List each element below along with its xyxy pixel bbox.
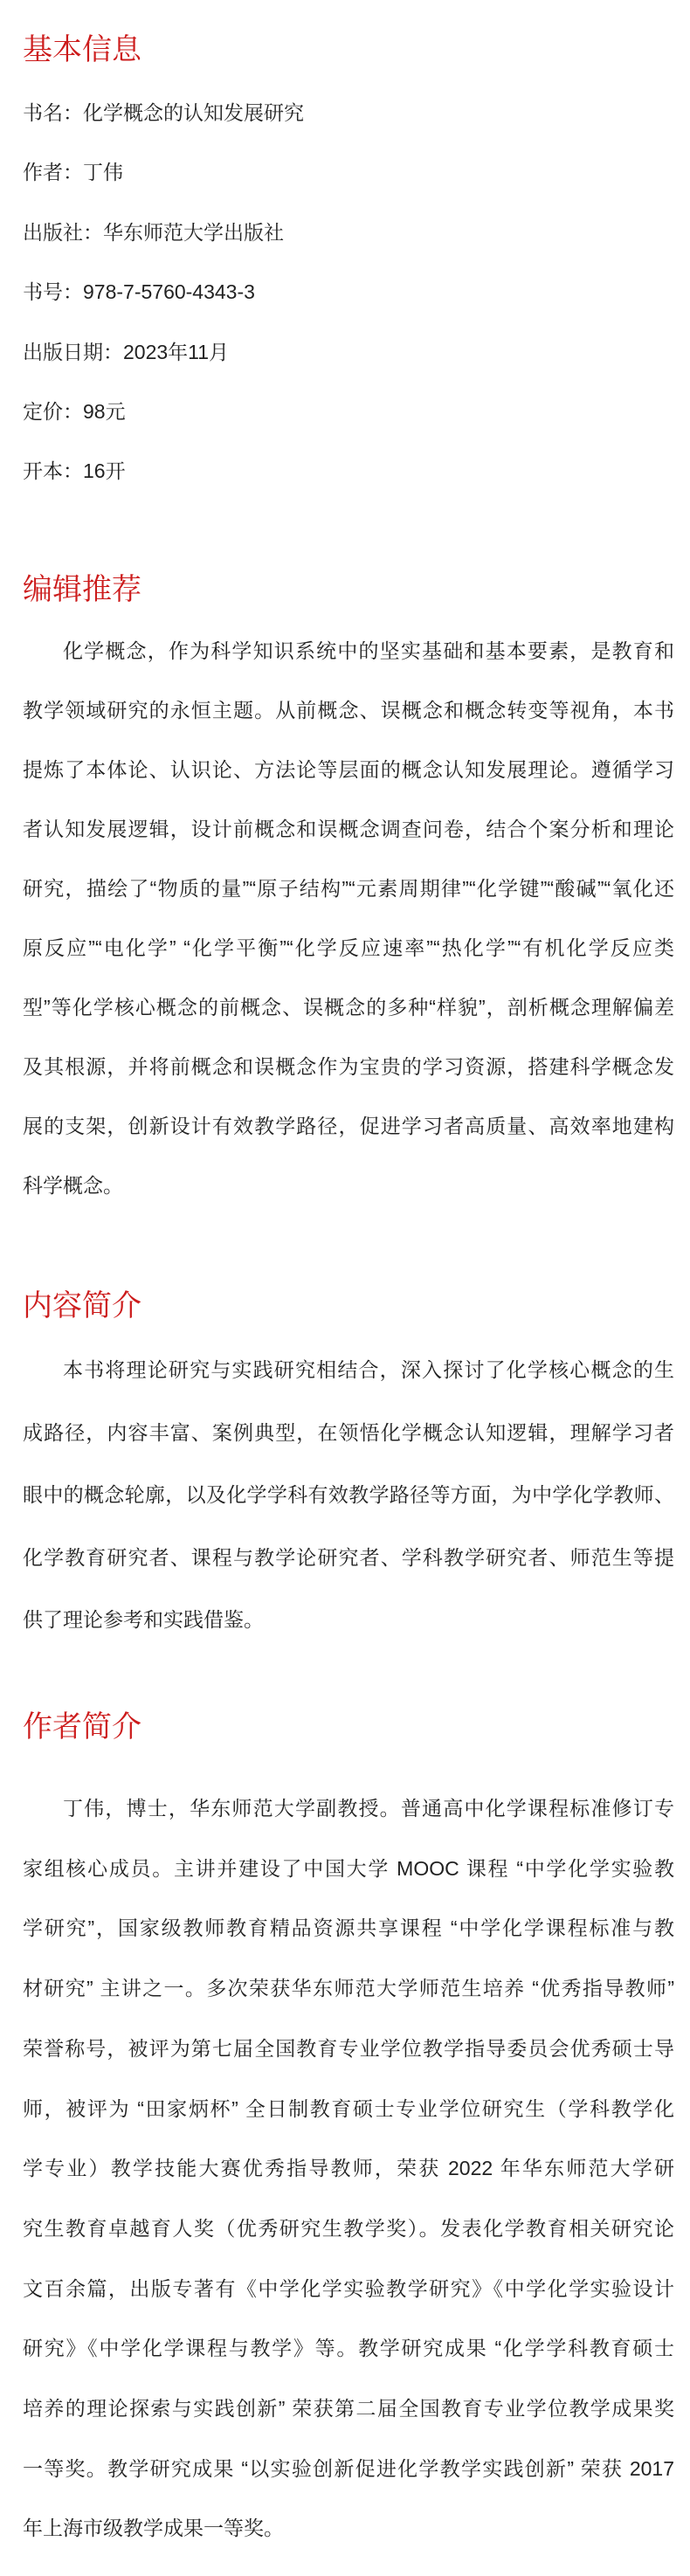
info-title [23, 83, 674, 142]
basic-info-heading: 基本信息 [23, 33, 141, 66]
info-publish-date [23, 322, 674, 382]
info-label: 作者： [23, 161, 83, 184]
paragraph-line: 教学领域研究的永恒主题。从前概念、误概念和概念转变等视角，本书 [23, 699, 674, 722]
info-isbn [23, 262, 674, 321]
paragraph-line: 及其根源，并将前概念和误概念作为宝贵的学习资源，搭建科学概念发 [23, 1055, 674, 1078]
paragraph-line: 材研究” 主讲之一。多次荣获华东师范大学师范生培养 “优秀指导教师” [23, 1977, 674, 2000]
info-value: 丁伟 [83, 161, 123, 184]
paragraph-line: 原反应”“电化学” “化学平衡”“化学反应速率”“热化学”“有机化学反应类 [23, 936, 674, 959]
content-summary-paragraph [23, 1339, 674, 1652]
author-bio-paragraph [23, 1778, 674, 2559]
paragraph-line: 培养的理论探索与实践创新” 荣获第二届全国教育专业学位教学成果奖 [23, 2397, 674, 2421]
paragraph-line: 者认知发展逻辑，设计前概念和误概念调查问卷，结合个案分析和理论 [23, 818, 674, 840]
paragraph-line: 师，被评为 “田家炳杯” 全日制教育硕士专业学位研究生（学科教学化 [23, 2096, 674, 2120]
info-value: 2023年11月 [123, 340, 230, 363]
paragraph-line: 年上海市级教学成果一等奖。 [23, 2517, 284, 2540]
info-value: 化学概念的认知发展研究 [83, 101, 304, 124]
paragraph-line: 供了理论参考和实践借鉴。 [23, 1608, 264, 1631]
basic-info-list [23, 83, 674, 501]
info-label: 出版日期： [23, 340, 123, 363]
paragraph-line: 化学教育研究者、课程与教学论研究者、学科教学研究者、师范生等提 [23, 1545, 674, 1569]
info-label: 开本： [23, 459, 83, 483]
content-summary-heading: 内容简介 [23, 1289, 141, 1323]
info-label: 书号： [23, 280, 83, 304]
paragraph-line: 眼中的概念轮廓，以及化学学科有效教学路径等方面，为中学化学教师、 [23, 1483, 674, 1506]
info-format [23, 441, 674, 501]
paragraph-line: 提炼了本体论、认识论、方法论等层面的概念认知发展理论。遵循学习 [23, 758, 674, 781]
info-value: 98元 [83, 400, 126, 424]
paragraph-line: 文百余篇，出版专著有《中学化学实验教学研究》《中学化学实验设计 [23, 2276, 674, 2300]
paragraph-line: 研究，描绘了“物质的量”“原子结构”“元素周期律”“化学键”“酸碱”“氧化还 [23, 877, 674, 900]
paragraph-line: 成路径，内容丰富、案例典型，在领悟化学概念认知逻辑，理解学习者 [23, 1420, 674, 1444]
info-value: 华东师范大学出版社 [103, 220, 284, 244]
paragraph-line: 科学概念。 [23, 1174, 123, 1197]
info-label: 出版社： [23, 220, 103, 244]
info-value: 978-7-5760-4343-3 [83, 280, 255, 304]
editor-recommendation-paragraph [23, 621, 674, 1215]
paragraph-line: 荣誉称号，被评为第七届全国教育专业学位教学指导委员会优秀硕士导 [23, 2036, 674, 2060]
info-label: 书名： [23, 101, 83, 124]
paragraph-line: 展的支架，创新设计有效教学路径，促进学习者高质量、高效率地建构 [23, 1115, 674, 1137]
paragraph-line: 研究》《中学化学课程与教学》等。教学研究成果 “化学学科教育硕士 [23, 2337, 674, 2360]
paragraph-line: 型”等化学核心概念的前概念、误概念的多种“样貌”，剖析概念理解偏差 [23, 996, 674, 1019]
author-bio-heading: 作者简介 [23, 1710, 141, 1744]
paragraph-line: 一等奖。教学研究成果 “以实验创新促进化学教学实践创新” 荣获 2017 [23, 2456, 674, 2480]
info-author [23, 142, 674, 202]
paragraph-line: 究生教育卓越育人奖（优秀研究生教学奖）。发表化学教育相关研究论 [23, 2216, 674, 2240]
paragraph-line: 本书将理论研究与实践研究相结合，深入探讨了化学核心概念的生 [63, 1358, 674, 1381]
paragraph-line: 学专业）教学技能大赛优秀指导教师，荣获 2022 年华东师范大学研 [23, 2157, 674, 2180]
info-price [23, 382, 674, 441]
editor-recommendation-heading: 编辑推荐 [23, 573, 141, 606]
info-value: 16开 [83, 459, 126, 483]
info-publisher [23, 203, 674, 262]
paragraph-line: 家组核心成员。主讲并建设了中国大学 MOOC 课程 “中学化学实验教 [23, 1856, 674, 1880]
info-label: 定价： [23, 400, 83, 424]
paragraph-line: 丁伟，博士，华东师范大学副教授。普通高中化学课程标准修订专 [63, 1797, 674, 1820]
paragraph-line: 学研究”，国家级教师教育精品资源共享课程 “中学化学课程标准与教 [23, 1916, 674, 1940]
paragraph-line: 化学概念，作为科学知识系统中的坚实基础和基本要素，是教育和 [63, 639, 674, 662]
